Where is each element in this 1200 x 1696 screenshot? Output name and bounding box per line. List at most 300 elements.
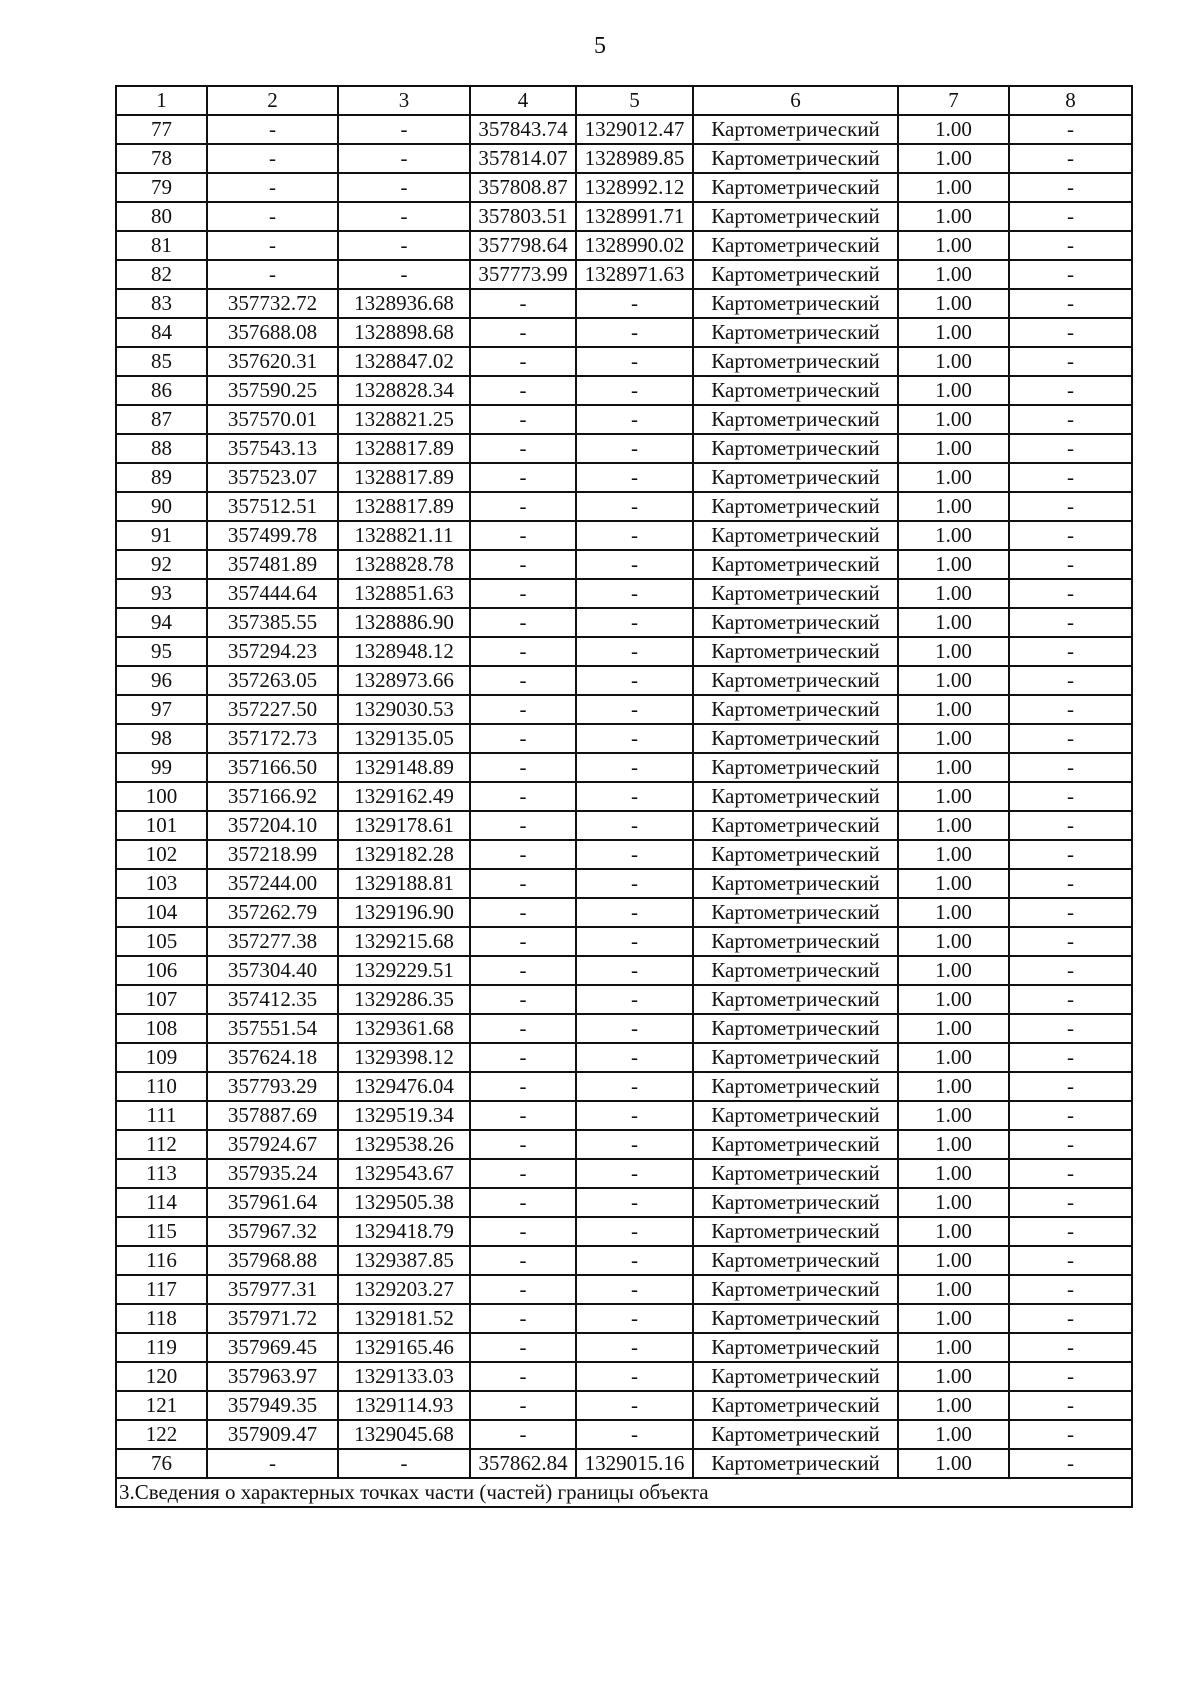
table-cell-col-6: Картометрический — [693, 782, 898, 811]
table-cell-col-1: 119 — [116, 1333, 207, 1362]
table-cell-col-3: 1328828.78 — [338, 550, 470, 579]
table-row — [116, 608, 1132, 637]
table-cell-col-1: 96 — [116, 666, 207, 695]
table-cell-col-4: - — [470, 956, 576, 985]
table-cell-col-6: Картометрический — [693, 550, 898, 579]
table-cell-col-5: 1329012.47 — [576, 115, 693, 144]
table-cell-col-2: 357793.29 — [207, 1072, 338, 1101]
table-cell-col-8: - — [1009, 637, 1132, 666]
table-cell-col-7: 1.00 — [898, 1275, 1009, 1304]
table-cell-col-2: 357304.40 — [207, 956, 338, 985]
table-cell-col-6: Картометрический — [693, 869, 898, 898]
table-cell-col-2: 357551.54 — [207, 1014, 338, 1043]
table-cell-col-6: Картометрический — [693, 840, 898, 869]
table-cell-col-7: 1.00 — [898, 927, 1009, 956]
table-cell-col-1: 83 — [116, 289, 207, 318]
table-cell-col-7: 1.00 — [898, 1304, 1009, 1333]
table-cell-col-2: 357412.35 — [207, 985, 338, 1014]
table-cell-col-5: - — [576, 840, 693, 869]
table-cell-col-5: - — [576, 289, 693, 318]
table-cell-col-6: Картометрический — [693, 898, 898, 927]
table-cell-col-2: 357481.89 — [207, 550, 338, 579]
table-cell-col-7: 1.00 — [898, 753, 1009, 782]
table-cell-col-8: - — [1009, 521, 1132, 550]
table-cell-col-4: - — [470, 318, 576, 347]
table-cell-col-2: 357624.18 — [207, 1043, 338, 1072]
table-cell-col-5: 1328991.71 — [576, 202, 693, 231]
table-cell-col-8: - — [1009, 1130, 1132, 1159]
table-row — [116, 811, 1132, 840]
table-cell-col-1: 118 — [116, 1304, 207, 1333]
table-cell-col-6: Картометрический — [693, 608, 898, 637]
table-row — [116, 1391, 1132, 1420]
table-cell-col-4: - — [470, 985, 576, 1014]
table-cell-col-1: 86 — [116, 376, 207, 405]
table-cell-col-2: - — [207, 202, 338, 231]
table-cell-col-7: 1.00 — [898, 115, 1009, 144]
table-row — [116, 1333, 1132, 1362]
table-row — [116, 1130, 1132, 1159]
table-cell-col-2: 357969.45 — [207, 1333, 338, 1362]
table-cell-col-8: - — [1009, 695, 1132, 724]
table-row — [116, 1217, 1132, 1246]
table-cell-col-3: 1329196.90 — [338, 898, 470, 927]
column-header-1: 1 — [116, 86, 207, 115]
table-cell-col-6: Картометрический — [693, 173, 898, 202]
table-row — [116, 956, 1132, 985]
table-cell-col-4: 357862.84 — [470, 1449, 576, 1478]
table-cell-col-8: - — [1009, 1101, 1132, 1130]
table-cell-col-3: 1328817.89 — [338, 463, 470, 492]
table-cell-col-8: - — [1009, 289, 1132, 318]
table-cell-col-6: Картометрический — [693, 1188, 898, 1217]
table-cell-col-4: 357843.74 — [470, 115, 576, 144]
table-cell-col-1: 84 — [116, 318, 207, 347]
table-cell-col-2: 357570.01 — [207, 405, 338, 434]
table-cell-col-2: - — [207, 144, 338, 173]
table-row — [116, 347, 1132, 376]
table-cell-col-7: 1.00 — [898, 1188, 1009, 1217]
table-cell-col-7: 1.00 — [898, 463, 1009, 492]
table-cell-col-2: 357968.88 — [207, 1246, 338, 1275]
table-row — [116, 1014, 1132, 1043]
table-cell-col-7: 1.00 — [898, 173, 1009, 202]
table-cell-col-6: Картометрический — [693, 1246, 898, 1275]
table-cell-col-2: 357732.72 — [207, 289, 338, 318]
table-cell-col-7: 1.00 — [898, 1449, 1009, 1478]
table-cell-col-5: - — [576, 1101, 693, 1130]
table-cell-col-3: 1329162.49 — [338, 782, 470, 811]
table-cell-col-4: - — [470, 1217, 576, 1246]
table-cell-col-4: - — [470, 898, 576, 927]
table-cell-col-3: 1329135.05 — [338, 724, 470, 753]
table-cell-col-3: 1329543.67 — [338, 1159, 470, 1188]
table-cell-col-5: - — [576, 1188, 693, 1217]
table-row — [116, 1101, 1132, 1130]
table-row — [116, 840, 1132, 869]
table-cell-col-3: 1328817.89 — [338, 434, 470, 463]
table-cell-col-2: 357967.32 — [207, 1217, 338, 1246]
table-cell-col-7: 1.00 — [898, 1159, 1009, 1188]
column-header-3: 3 — [338, 86, 470, 115]
table-cell-col-2: 357244.00 — [207, 869, 338, 898]
table-cell-col-8: - — [1009, 724, 1132, 753]
table-cell-col-8: - — [1009, 985, 1132, 1014]
table-cell-col-4: - — [470, 869, 576, 898]
table-row — [116, 1246, 1132, 1275]
table-row — [116, 1449, 1132, 1478]
table-cell-col-7: 1.00 — [898, 1246, 1009, 1275]
table-cell-col-8: - — [1009, 434, 1132, 463]
table-cell-col-6: Картометрический — [693, 956, 898, 985]
table-cell-col-4: - — [470, 1420, 576, 1449]
table-cell-col-5: 1328989.85 — [576, 144, 693, 173]
table-cell-col-8: - — [1009, 579, 1132, 608]
table-cell-col-5: - — [576, 985, 693, 1014]
column-header-7: 7 — [898, 86, 1009, 115]
table-cell-col-2: 357887.69 — [207, 1101, 338, 1130]
table-cell-col-8: - — [1009, 956, 1132, 985]
table-cell-col-3: 1329286.35 — [338, 985, 470, 1014]
table-cell-col-5: - — [576, 1246, 693, 1275]
table-cell-col-8: - — [1009, 1275, 1132, 1304]
table-cell-col-6: Картометрический — [693, 1159, 898, 1188]
table-cell-col-8: - — [1009, 405, 1132, 434]
table-cell-col-2: 357166.50 — [207, 753, 338, 782]
table-row — [116, 1275, 1132, 1304]
table-cell-col-4: - — [470, 782, 576, 811]
table-cell-col-6: Картометрический — [693, 666, 898, 695]
table-row — [116, 318, 1132, 347]
table-cell-col-6: Картометрический — [693, 1217, 898, 1246]
table-cell-col-6: Картометрический — [693, 115, 898, 144]
table-cell-col-4: - — [470, 521, 576, 550]
table-cell-col-7: 1.00 — [898, 1101, 1009, 1130]
table-cell-col-5: - — [576, 550, 693, 579]
table-cell-col-8: - — [1009, 173, 1132, 202]
table-cell-col-4: - — [470, 1130, 576, 1159]
table-cell-col-8: - — [1009, 260, 1132, 289]
table-cell-col-5: - — [576, 347, 693, 376]
page-number: 5 — [594, 33, 606, 59]
table-row — [116, 1072, 1132, 1101]
table-cell-col-5: - — [576, 579, 693, 608]
table-cell-col-6: Картометрический — [693, 753, 898, 782]
table-cell-col-6: Картометрический — [693, 521, 898, 550]
table-cell-col-7: 1.00 — [898, 869, 1009, 898]
table-cell-col-3: 1329188.81 — [338, 869, 470, 898]
table-cell-col-4: - — [470, 1246, 576, 1275]
table-cell-col-2: 357263.05 — [207, 666, 338, 695]
table-cell-col-1: 77 — [116, 115, 207, 144]
table-cell-col-3: 1329030.53 — [338, 695, 470, 724]
table-cell-col-5: 1328971.63 — [576, 260, 693, 289]
table-cell-col-5: - — [576, 898, 693, 927]
table-cell-col-4: - — [470, 666, 576, 695]
table-cell-col-4: - — [470, 1043, 576, 1072]
table-cell-col-4: - — [470, 840, 576, 869]
table-cell-col-8: - — [1009, 318, 1132, 347]
table-cell-col-2: 357499.78 — [207, 521, 338, 550]
table-cell-col-1: 88 — [116, 434, 207, 463]
table-cell-col-4: - — [470, 637, 576, 666]
table-cell-col-7: 1.00 — [898, 492, 1009, 521]
table-row — [116, 898, 1132, 927]
table-cell-col-8: - — [1009, 1362, 1132, 1391]
table-cell-col-7: 1.00 — [898, 695, 1009, 724]
table-cell-col-6: Картометрический — [693, 260, 898, 289]
table-cell-col-5: - — [576, 1333, 693, 1362]
table-header-row — [116, 86, 1132, 115]
table-cell-col-6: Картометрический — [693, 231, 898, 260]
table-cell-col-6: Картометрический — [693, 985, 898, 1014]
table-cell-col-2: 357543.13 — [207, 434, 338, 463]
table-cell-col-6: Картометрический — [693, 811, 898, 840]
table-row — [116, 202, 1132, 231]
table-cell-col-6: Картометрический — [693, 1362, 898, 1391]
table-cell-col-8: - — [1009, 666, 1132, 695]
table-cell-col-5: - — [576, 1362, 693, 1391]
table-cell-col-6: Картометрический — [693, 637, 898, 666]
table-cell-col-1: 80 — [116, 202, 207, 231]
table-cell-col-2: 357977.31 — [207, 1275, 338, 1304]
table-row — [116, 492, 1132, 521]
table-cell-col-1: 115 — [116, 1217, 207, 1246]
table-cell-col-1: 92 — [116, 550, 207, 579]
table-cell-col-7: 1.00 — [898, 637, 1009, 666]
table-cell-col-7: 1.00 — [898, 579, 1009, 608]
table-cell-col-5: - — [576, 666, 693, 695]
table-cell-col-4: - — [470, 1391, 576, 1420]
table-cell-col-8: - — [1009, 347, 1132, 376]
table-cell-col-6: Картометрический — [693, 1101, 898, 1130]
table-cell-col-2: - — [207, 173, 338, 202]
table-cell-col-6: Картометрический — [693, 434, 898, 463]
table-cell-col-5: - — [576, 1217, 693, 1246]
table-cell-col-3: 1329148.89 — [338, 753, 470, 782]
table-cell-col-6: Картометрический — [693, 492, 898, 521]
table-row — [116, 1420, 1132, 1449]
table-row — [116, 637, 1132, 666]
table-row — [116, 1043, 1132, 1072]
table-cell-col-7: 1.00 — [898, 260, 1009, 289]
table-cell-col-7: 1.00 — [898, 608, 1009, 637]
table-cell-col-6: Картометрический — [693, 347, 898, 376]
table-cell-col-1: 101 — [116, 811, 207, 840]
table-cell-col-3: 1329387.85 — [338, 1246, 470, 1275]
table-cell-col-5: - — [576, 492, 693, 521]
table-cell-col-1: 112 — [116, 1130, 207, 1159]
table-cell-col-4: - — [470, 347, 576, 376]
table-cell-col-8: - — [1009, 492, 1132, 521]
table-cell-col-3: - — [338, 144, 470, 173]
table-cell-col-2: 357935.24 — [207, 1159, 338, 1188]
table-cell-col-7: 1.00 — [898, 202, 1009, 231]
table-cell-col-1: 95 — [116, 637, 207, 666]
table-cell-col-8: - — [1009, 927, 1132, 956]
table-cell-col-2: 357262.79 — [207, 898, 338, 927]
table-cell-col-6: Картометрический — [693, 1130, 898, 1159]
table-cell-col-6: Картометрический — [693, 927, 898, 956]
table-cell-col-2: 357688.08 — [207, 318, 338, 347]
table-cell-col-4: - — [470, 753, 576, 782]
table-cell-col-1: 108 — [116, 1014, 207, 1043]
table-row — [116, 550, 1132, 579]
table-cell-col-8: - — [1009, 1391, 1132, 1420]
table-cell-col-8: - — [1009, 753, 1132, 782]
table-cell-col-2: 357961.64 — [207, 1188, 338, 1217]
table-cell-col-8: - — [1009, 1420, 1132, 1449]
table-cell-col-5: - — [576, 1304, 693, 1333]
table-cell-col-2: - — [207, 260, 338, 289]
table-cell-col-3: 1329045.68 — [338, 1420, 470, 1449]
table-cell-col-1: 105 — [116, 927, 207, 956]
table-cell-col-3: 1328851.63 — [338, 579, 470, 608]
table-cell-col-3: - — [338, 202, 470, 231]
table-cell-col-6: Картометрический — [693, 202, 898, 231]
table-cell-col-5: - — [576, 405, 693, 434]
table-cell-col-7: 1.00 — [898, 347, 1009, 376]
table-row — [116, 434, 1132, 463]
table-cell-col-3: 1328828.34 — [338, 376, 470, 405]
table-cell-col-1: 97 — [116, 695, 207, 724]
table-cell-col-1: 87 — [116, 405, 207, 434]
table-cell-col-4: 357814.07 — [470, 144, 576, 173]
table-cell-col-1: 104 — [116, 898, 207, 927]
table-cell-col-7: 1.00 — [898, 1362, 1009, 1391]
table-cell-col-1: 89 — [116, 463, 207, 492]
table-cell-col-1: 81 — [116, 231, 207, 260]
table-cell-col-3: - — [338, 1449, 470, 1478]
table-cell-col-5: - — [576, 434, 693, 463]
table-cell-col-4: - — [470, 695, 576, 724]
table-cell-col-6: Картометрический — [693, 1449, 898, 1478]
table-cell-col-4: - — [470, 1304, 576, 1333]
table-cell-col-1: 107 — [116, 985, 207, 1014]
table-cell-col-2: - — [207, 115, 338, 144]
table-cell-col-7: 1.00 — [898, 318, 1009, 347]
table-row — [116, 115, 1132, 144]
table-cell-col-8: - — [1009, 1449, 1132, 1478]
table-cell-col-2: 357172.73 — [207, 724, 338, 753]
table-cell-col-3: 1329203.27 — [338, 1275, 470, 1304]
table-cell-col-1: 114 — [116, 1188, 207, 1217]
table-cell-col-2: 357166.92 — [207, 782, 338, 811]
table-cell-col-6: Картометрический — [693, 1420, 898, 1449]
table-cell-col-8: - — [1009, 782, 1132, 811]
table-cell-col-6: Картометрический — [693, 318, 898, 347]
table-cell-col-6: Картометрический — [693, 724, 898, 753]
table-cell-col-1: 85 — [116, 347, 207, 376]
table-cell-col-3: 1329182.28 — [338, 840, 470, 869]
table-cell-col-2: 357444.64 — [207, 579, 338, 608]
table-cell-col-7: 1.00 — [898, 376, 1009, 405]
table-cell-col-8: - — [1009, 1072, 1132, 1101]
table-cell-col-4: - — [470, 927, 576, 956]
table-cell-col-7: 1.00 — [898, 956, 1009, 985]
table-cell-col-4: 357798.64 — [470, 231, 576, 260]
table-row — [116, 927, 1132, 956]
table-cell-col-1: 94 — [116, 608, 207, 637]
table-cell-col-7: 1.00 — [898, 289, 1009, 318]
table-cell-col-6: Картометрический — [693, 144, 898, 173]
table-cell-col-3: 1329215.68 — [338, 927, 470, 956]
table-cell-col-1: 100 — [116, 782, 207, 811]
table-cell-col-6: Картометрический — [693, 1014, 898, 1043]
table-cell-col-7: 1.00 — [898, 434, 1009, 463]
table-cell-col-3: 1329398.12 — [338, 1043, 470, 1072]
table-cell-col-5: 1328992.12 — [576, 173, 693, 202]
table-cell-col-2: 357971.72 — [207, 1304, 338, 1333]
table-cell-col-8: - — [1009, 202, 1132, 231]
table-cell-col-2: 357909.47 — [207, 1420, 338, 1449]
table-cell-col-3: 1329418.79 — [338, 1217, 470, 1246]
table-cell-col-4: - — [470, 579, 576, 608]
table-row — [116, 1362, 1132, 1391]
table-cell-col-7: 1.00 — [898, 840, 1009, 869]
table-cell-col-5: 1328990.02 — [576, 231, 693, 260]
table-cell-col-4: - — [470, 492, 576, 521]
table-footer-row — [116, 1478, 1132, 1507]
table-cell-col-5: - — [576, 753, 693, 782]
table-cell-col-4: 357773.99 — [470, 260, 576, 289]
table-cell-col-5: - — [576, 376, 693, 405]
table-row — [116, 231, 1132, 260]
table-row — [116, 695, 1132, 724]
table-cell-col-2: 357227.50 — [207, 695, 338, 724]
table-row — [116, 753, 1132, 782]
table-cell-col-7: 1.00 — [898, 724, 1009, 753]
table-cell-col-4: - — [470, 1188, 576, 1217]
column-header-4: 4 — [470, 86, 576, 115]
table-cell-col-3: 1329505.38 — [338, 1188, 470, 1217]
table-cell-col-5: - — [576, 1159, 693, 1188]
table-cell-col-4: - — [470, 1159, 576, 1188]
table-cell-col-7: 1.00 — [898, 144, 1009, 173]
table-body — [116, 115, 1132, 1478]
table-row — [116, 1188, 1132, 1217]
table-cell-col-3: 1329361.68 — [338, 1014, 470, 1043]
table-cell-col-6: Картометрический — [693, 405, 898, 434]
table-cell-col-7: 1.00 — [898, 985, 1009, 1014]
table-cell-col-8: - — [1009, 840, 1132, 869]
table-cell-col-1: 99 — [116, 753, 207, 782]
table-cell-col-7: 1.00 — [898, 231, 1009, 260]
table-cell-col-5: - — [576, 869, 693, 898]
table-cell-col-3: 1328847.02 — [338, 347, 470, 376]
section-heading: 3.Сведения о характерных точках части (частей) границы объекта — [116, 1478, 1132, 1507]
table-cell-col-6: Картометрический — [693, 1333, 898, 1362]
table-cell-col-3: 1328821.11 — [338, 521, 470, 550]
table-cell-col-4: - — [470, 608, 576, 637]
table-cell-col-3: 1328817.89 — [338, 492, 470, 521]
table-cell-col-5: - — [576, 782, 693, 811]
table-cell-col-2: 357963.97 — [207, 1362, 338, 1391]
table-cell-col-2: 357924.67 — [207, 1130, 338, 1159]
table-cell-col-4: - — [470, 434, 576, 463]
table-cell-col-3: 1329181.52 — [338, 1304, 470, 1333]
table-cell-col-7: 1.00 — [898, 1391, 1009, 1420]
table-cell-col-8: - — [1009, 1333, 1132, 1362]
table-cell-col-1: 109 — [116, 1043, 207, 1072]
table-cell-col-1: 76 — [116, 1449, 207, 1478]
table-row — [116, 869, 1132, 898]
table-row — [116, 405, 1132, 434]
table-cell-col-5: - — [576, 811, 693, 840]
table-cell-col-3: 1329165.46 — [338, 1333, 470, 1362]
table-cell-col-8: - — [1009, 144, 1132, 173]
table-cell-col-5: - — [576, 637, 693, 666]
